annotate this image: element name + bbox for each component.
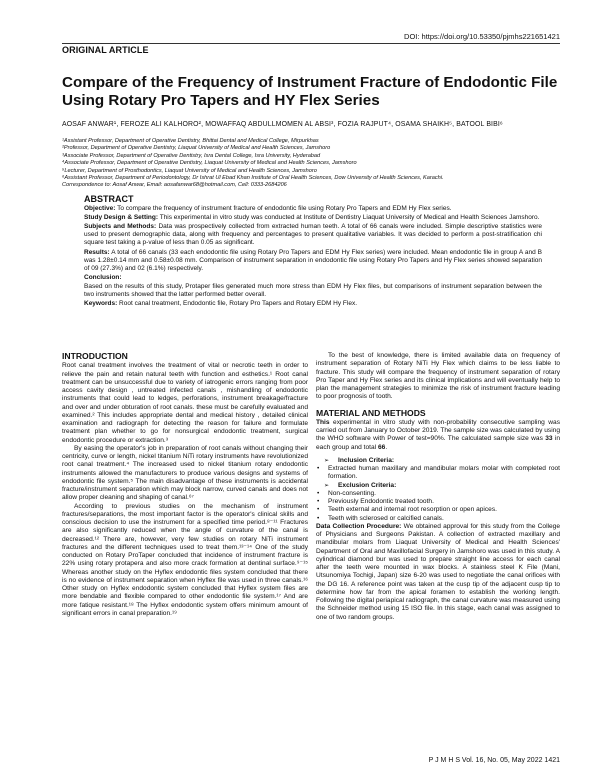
affiliation-6: ⁶Assistant Professor, Department of Periodontology, Dr Ishrat Ul Ebad Khan Institute of Oral Health Sciences, Dow University of Health Sciences, Karachi. [62,175,444,182]
correspondence: Correspondence to: Aosaf Anwar, Email: aosafanwar68@hotmail.com, Cell: 0333-2684206 [62,182,287,189]
intro-paragraph-4: To the best of knowledge, there is limited available data on frequency of instrument separation of Rotary NiTi Hy Flex which claims to be less liable to fracture. This study will compare the frequency of instrument separation of rotary Pro Taper and Hy Flex series and its clinical implications and will eventually help to plan the management strategies to minimize the risk of instrument fracture leading to poor prognosis of tooth. [316,352,560,401]
affiliation-2: ²Professor, Department of Operative Dentistry, Liaquat University of Medical and Health Sciences, Jamshoro [62,145,331,152]
intro-paragraph-2: By easing the operator's job in preparation of root canals without changing their centricity, curve or length, nickel titanium NiTi rotary instruments have revolutionized root canal treatment.⁴ The increased used to nickel titanium rotary endodontic instruments allowed the manufacturers to produce various designs and systems of endodontic file system.⁵ The main disadvantage of these instruments is accidental fracture/instrument separation which may block narrow, curved canals and does not allow proper cleaning and shaping of canal.⁶⁷ [62,444,308,502]
bullet-icon: • [317,489,320,497]
inclusion-criteria-label: ➢ Inclusion Criteria: [324,456,395,464]
methods-paragraph: This experimental in vitro study with non-probability consecutive sampling was carried out from January to October 2019. The sample size was calculated by using the WHO software with Power of test=90%. The calculated sample size was 33 in each group and total 66. [316,418,561,451]
introduction-heading: INTRODUCTION [62,351,128,361]
exclusion-criteria-label: ➢ Exclusion Criteria: [324,481,397,489]
intro-paragraph-3: According to previous studies on the mechanism of instrument fractures/separations, the most important factor is the operator's clinical skills and conscious decision to use the instrument for a specified time period.⁸⁻¹¹ Fractures are also significantly reduced when the angle of curvature of the canal is decreased.¹² There are, however, very few studies on rotary NiTi instrument fractures and the different techniques used to treat them.¹³⁻¹⁴ One of the study conducted on Rotary ProTaper concluded that incidence of instrument fracture is 22% using rotary protapera and also more crack formation at dentinal surface.⁹⁻¹⁵ Whereas another study on the Hyflex endodontic files system concluded that there is no evidence of instrument separation when Hyflex file was used in three canals.¹⁶ Other study on Hyflex endodontic system concluded that Hyflex system files are more bendable and flexible compared to other endodontic file system.¹⁷ And are more fatique resistant.¹⁸ The Hyflex endodontic system offers minimum amount of significant errors in canal preparation.¹⁹ [62,502,308,617]
abstract-conclusion: Based on the results of this study, Protaper files generated much more stress than EDM Hy Flex files, but comparisons of instrument separation between the two instruments showed that the latter performed better overall. [84,282,542,299]
right-column [316,352,560,622]
bullet-icon: • [317,498,320,505]
intro-paragraph-1: Root canal treatment involves the treatment of vital or necrotic teeth in order to relieve the pain and retain natural teeth with function and esthetics.¹ Root canal treatment can be unsuccessful due to variety of iatrogenic errors ranging from poor access cavity design , untreated infected canals , mishandling of endodontic instruments that could lead to ledges, perforations, instrument breakage/fracture and over and under obturation of root canals. these must be carefully evaluated and examined.² This includes appropriate dental and medical history , detailed clinical examination and radiograph for detecting the reason for failure and formulate treatment plan whether to go for nonsurgical endodontic treatment, surgical endodontic procedure or extraction.³ [62,362,308,444]
data-collection-paragraph: Data Collection Procedure: We obtained approval for this study from the College of Physicians and Surgeons Pakistan. A collection of extracted maxillary and mandibular molars from Liaquat University of Medical and Health Sciences' Department of Oral and Maxillofacial Surgery in Jamshoro was used in this study. A cylindrical diamond bur was used to prepare straight line access for each canal after the teeth were mounted in wax blocks. A stainless steel K File (Mani, Utsunomiya Tochigi, Japan) size 6-20 was used to negotiate the canal orifices with the DG 16. A reference point was taken at the cusp tip of the adjacent cusp tip to determine how far from the apical foramen to establish the working length. Following the digital periapical radiograph, the canal curvature was measured using the Schneider method using 15 ISO file. In this stage, each canal was assigned to one of two random groups. [316,522,560,621]
list-item: • Previously Endodontic treated tooth. [317,498,434,505]
affiliation-3: ³Associate Professor, Department of Operative Dentistry, Isra Dental College, Isra University, Hyderabad [62,152,321,159]
affiliation-5: ⁵Lecturer, Department of Prosthodontics, Liaquat University of Medical and Health Sciences, Jamshoro [62,167,317,174]
left-column [62,352,308,618]
article-type-label: ORIGINAL ARTICLE [62,45,149,55]
list-item: • Extracted human maxillary and mandibular molars molar with completed root formation. [317,465,560,481]
author-list: AOSAF ANWAR¹, FEROZE ALI KALHORO², MOWAFFAQ ABDULLMOMEN AL ABSI³, FOZIA RAJPUT⁴, OSAMA SHAIKH⁵, BATOOL BIBI⁶ [62,121,503,128]
bullet-icon: • [317,465,320,472]
abstract-design: Study Design & Setting: This experimental in vitro study was conducted at Institute of Dentistry Liaquat University of Medical and Health Sciences Jamshoro. [84,214,540,222]
affiliations [62,138,560,190]
abstract-conclusion-label: Conclusion: [84,273,122,281]
abstract-methods: Subjects and Methods: Data was prospectively collected from extracted human teeth. A total of 66 canals were included. Simple descriptive statistics were used to present demographic data, along with frequency and percentages to present qualitative variables. It was decided to perform a post-stratification chi square test taking a p-value of less than 0.05 as significant. [84,223,542,247]
header-divider [62,43,560,44]
abstract-block [84,195,542,309]
page-footer: P J M H S Vol. 16, No. 05, May 2022 1421 [428,757,560,764]
arrow-bullet-icon: ➢ [324,482,330,489]
bullet-icon: • [317,506,320,514]
abstract-results: Results: A total of 66 canals (33 each endodontic file using Rotary Pro Tapers and EDM Hy Flex series) were included. Mean endodontic file in group A and B was 1.28±0.14 mm and 0.58±0.08 mm. Comparison of instrument separation in endodontic file using Rotary Pro Tapers and Hy Flex series showed separation of 09 (27.3%) and 02 (6.1%) respectively. [84,248,542,272]
abstract-keywords: Keywords: Root canal treatment, Endodontic file, Rotary Pro Tapers and Rotary EDM Hy Flex. [84,300,357,308]
list-item: • Non-consenting. [317,489,377,497]
doi-link[interactable]: DOI: https://doi.org/10.53350/pjmhs221651421 [404,32,560,41]
affiliation-1: ¹Assistant Professor, Department of Operative Dentistry, Bhittai Dental and Medical College, Mirpurkhas [62,138,319,144]
list-item: • Teeth with sclerosed or calcified canals. [317,514,444,522]
arrow-bullet-icon: ➢ [324,457,330,464]
list-item: • Teeth external and internal root resorption or open apices. [317,506,497,514]
abstract-heading: ABSTRACT [84,194,134,204]
affiliation-4: ⁴Associate Professor, Department of Operative Dentistry, Liaquat University of Medical and Health Sciences, Jamshoro [62,160,357,167]
methods-heading: MATERIAL AND METHODS [316,407,426,418]
bullet-icon: • [317,514,320,522]
article-title: Compare of the Frequency of Instrument Fracture of Endodontic File Using Rotary Pro Tapers and HY Flex Series [62,74,558,109]
abstract-objective: Objective: To compare the frequency of instrument fracture of endodontic file using Rotary Pro Tapers and EDM Hy Flex series. [84,205,452,213]
